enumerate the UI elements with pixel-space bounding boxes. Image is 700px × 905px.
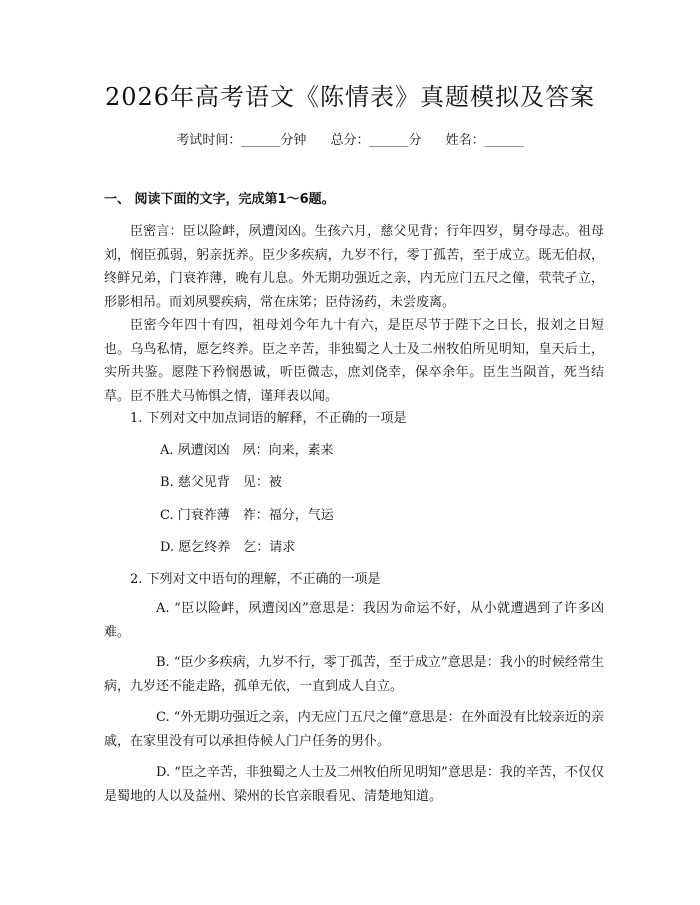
question-1-option-a: A. 夙遭闵凶 夙：向来，素来 — [160, 443, 334, 458]
exam-meta-line — [0, 131, 700, 151]
passage-paragraph-1: 臣密言：臣以险衅，夙遭闵凶。生孩六月，慈父见背；行年四岁，舅夺母志。祖母刘，悯臣孤弱，躬亲抚养。臣少多疾病，九岁不行，零丁孤苦，至于成立。既无伯叔，终鲜兄弟，门衰祚薄，晚有儿息。外无期功强近之亲，内无应门五尺之僮，茕茕孑立，形影相吊。而刘夙婴疾病，常在床笫；臣侍汤药，未尝废离。 — [104, 224, 604, 310]
question-2-option-c: C. “外无期功强近之亲，内无应门五尺之僮”意思是：在外面没有比较亲近的亲戚，在家里没有可以承担侍候人门户任务的男仆。 — [104, 710, 604, 749]
question-1-option-d: D. 愿乞终养 乞：请求 — [160, 540, 296, 555]
question-2-stem: 2. 下列对文中语句的理解，不正确的一项是 — [130, 572, 381, 587]
question-1-option-c: C. 门衰祚薄 祚：福分，气运 — [160, 508, 334, 523]
question-2-option-d: D. “臣之辛苦，非独蜀之人士及二州牧伯所见明知”意思是：我的辛苦，不仅仅是蜀地的人以及益州、梁州的长官亲眼看见、清楚地知道。 — [104, 765, 604, 804]
question-2-option-a: A. “臣以险衅，夙遭闵凶”意思是：我因为命运不好，从小就遭遇到了许多凶难。 — [104, 601, 604, 640]
question-2-option-b: B. “臣少多疾病，九岁不行，零丁孤苦，至于成立”意思是：我小的时候经常生病，九岁还不能走路，孤单无依，一直到成人自立。 — [104, 655, 604, 694]
student-name-field: 姓名：______ — [445, 133, 524, 148]
passage-paragraph-2: 臣密今年四十有四，祖母刘今年九十有六，是臣尽节于陛下之日长，报刘之日短也。乌鸟私情，愿乞终养。臣之辛苦，非独蜀之人士及二州牧伯所见明知，皇天后土，实所共鉴。愿陛下矜悯愚诚，听臣微志，庶刘侥幸，保卒余年。臣生当陨首，死当结草。臣不胜犬马怖惧之情，谨拜表以闻。 — [104, 318, 604, 404]
question-1-option-b: B. 慈父见背 见：被 — [160, 475, 282, 490]
section-heading: 一、 阅读下面的文字，完成第1～6题。 — [104, 192, 335, 207]
question-1-stem: 1. 下列对文中加点词语的解释，不正确的一项是 — [130, 411, 407, 426]
page-title: 2026年高考语文《陈情表》真题模拟及答案 — [104, 83, 596, 111]
exam-time-field: 考试时间：______分钟 — [176, 133, 307, 148]
total-score-field: 总分：______分 — [330, 133, 422, 148]
